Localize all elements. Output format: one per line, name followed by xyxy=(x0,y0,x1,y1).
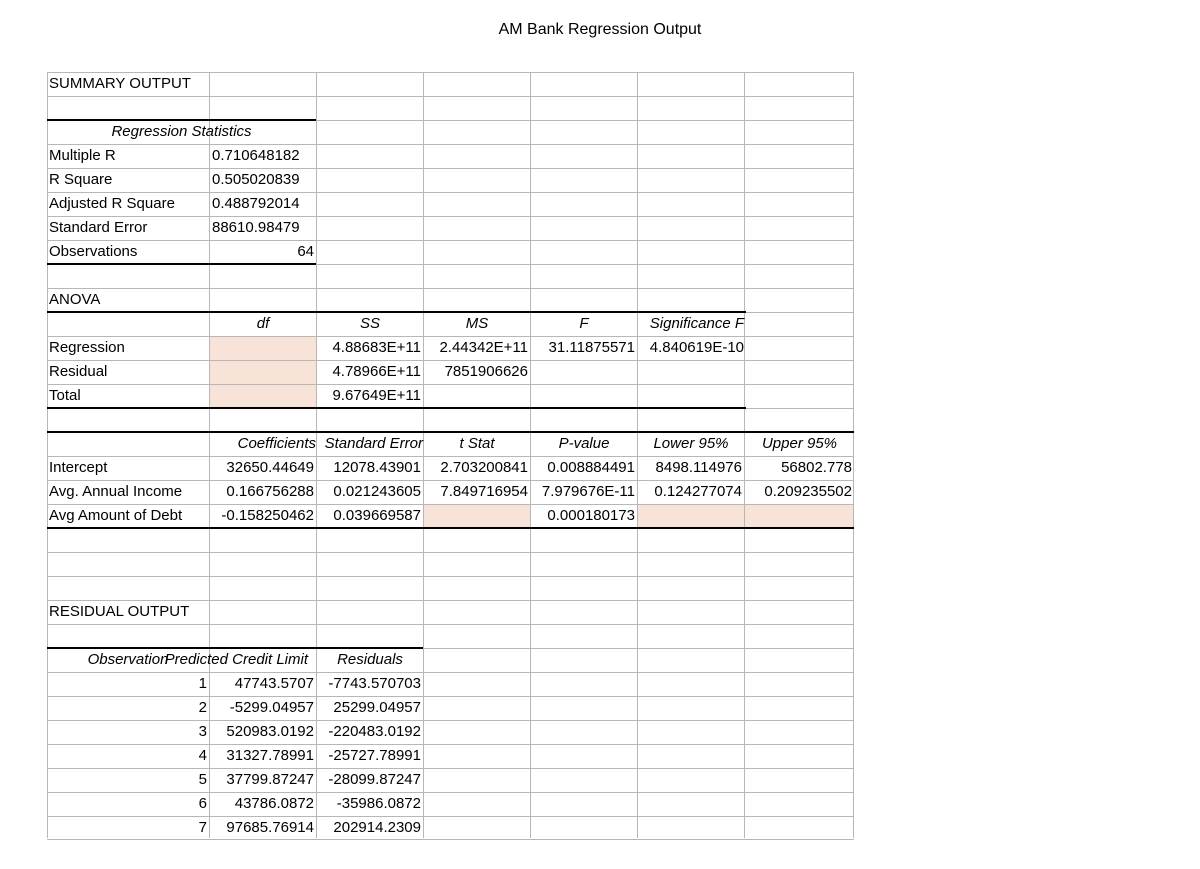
residual-observation[interactable]: 5 xyxy=(198,771,207,788)
residual-header-residuals: Residuals xyxy=(337,651,403,668)
column-gridline xyxy=(637,72,638,838)
residual-value[interactable]: 25299.04957 xyxy=(333,699,421,716)
anova-header-ms: MS xyxy=(465,315,489,332)
coef-debt-coefficient[interactable]: -0.158250462 xyxy=(221,507,314,524)
residual-value[interactable]: -25727.78991 xyxy=(328,747,421,764)
residual-observation[interactable]: 1 xyxy=(198,675,207,692)
table-border xyxy=(47,407,746,409)
coef-income-t-stat[interactable]: 7.849716954 xyxy=(440,483,528,500)
stat-value-r-square[interactable]: 0.505020839 xyxy=(212,171,300,188)
stat-value-standard-error[interactable]: 88610.98479 xyxy=(212,219,300,236)
anova-regression-df[interactable] xyxy=(210,336,316,359)
coef-intercept-coefficient[interactable]: 32650.44649 xyxy=(226,459,314,476)
coef-header-upper-95: Upper 95% xyxy=(761,435,838,452)
coef-debt-standard-error[interactable]: 0.039669587 xyxy=(333,507,421,524)
coef-header-coefficients: Coefficients xyxy=(237,435,316,452)
coef-income-upper-95[interactable]: 0.209235502 xyxy=(764,483,852,500)
coef-intercept-t-stat[interactable]: 2.703200841 xyxy=(440,459,528,476)
stat-value-adjusted-r-square[interactable]: 0.488792014 xyxy=(212,195,300,212)
stat-label-standard-error: Standard Error xyxy=(49,219,148,236)
coef-debt-lower-95[interactable] xyxy=(638,504,744,527)
column-gridline xyxy=(744,72,745,838)
coef-header-t-stat: t Stat xyxy=(459,435,495,452)
coef-income-lower-95[interactable]: 0.124277074 xyxy=(654,483,742,500)
residual-predicted[interactable]: 520983.0192 xyxy=(226,723,314,740)
anova-row-label-total: Total xyxy=(49,387,81,404)
coef-header-lower-95: Lower 95% xyxy=(653,435,729,452)
row-gridline xyxy=(47,552,854,553)
anova-header-df: df xyxy=(256,315,270,332)
coef-debt-t-stat[interactable] xyxy=(424,504,530,527)
residual-observation[interactable]: 3 xyxy=(198,723,207,740)
table-border xyxy=(47,263,316,265)
anova-residual-ms[interactable]: 7851906626 xyxy=(444,363,528,380)
residual-predicted[interactable]: 47743.5707 xyxy=(234,675,314,692)
residual-predicted[interactable]: 31327.78991 xyxy=(226,747,314,764)
coef-row-label-avg-annual-income: Avg. Annual Income xyxy=(49,483,183,500)
row-gridline xyxy=(47,576,854,577)
stat-label-multiple-r: Multiple R xyxy=(49,147,116,164)
row-gridline xyxy=(47,624,854,625)
residual-header-predicted-text: Predicted Credit Limit xyxy=(164,651,308,668)
coef-intercept-p-value[interactable]: 0.008884491 xyxy=(547,459,635,476)
column-gridline xyxy=(423,72,424,838)
anova-header-significance-f: Significance F xyxy=(649,315,744,332)
table-border xyxy=(47,527,854,529)
column-gridline xyxy=(530,72,531,838)
residual-output-label: RESIDUAL OUTPUT xyxy=(49,603,190,620)
anova-regression-ss[interactable]: 4.88683E+11 xyxy=(332,339,421,356)
stat-value-observations[interactable]: 64 xyxy=(297,243,314,260)
residual-value[interactable]: -28099.87247 xyxy=(328,771,421,788)
regression-statistics-header: Regression Statistics xyxy=(111,123,252,140)
coef-row-label-avg-amount-of-debt: Avg Amount of Debt xyxy=(49,507,183,524)
page-title: AM Bank Regression Output xyxy=(498,21,702,38)
residual-observation[interactable]: 2 xyxy=(198,699,207,716)
coef-header-standard-error: Standard Error xyxy=(324,435,423,452)
stat-label-observations: Observations xyxy=(49,243,138,260)
anova-label: ANOVA xyxy=(49,291,101,308)
residual-observation[interactable]: 4 xyxy=(198,747,207,764)
residual-predicted[interactable]: 37799.87247 xyxy=(226,771,314,788)
anova-regression-f[interactable]: 31.11875571 xyxy=(548,339,635,356)
residual-value[interactable]: -7743.570703 xyxy=(328,675,421,692)
residual-predicted[interactable]: 43786.0872 xyxy=(234,795,314,812)
residual-observation[interactable]: 7 xyxy=(198,819,207,836)
residual-value[interactable]: 202914.2309 xyxy=(333,819,421,836)
residual-header-observation: Observation xyxy=(87,651,169,668)
anova-total-ss[interactable]: 9.67649E+11 xyxy=(332,387,421,404)
coef-intercept-upper-95[interactable]: 56802.778 xyxy=(781,459,852,476)
anova-header-f: F xyxy=(579,315,589,332)
stat-label-r-square: R Square xyxy=(49,171,113,188)
coef-intercept-standard-error[interactable]: 12078.43901 xyxy=(333,459,421,476)
residual-header-predicted xyxy=(164,648,316,671)
coef-income-p-value[interactable]: 7.979676E-11 xyxy=(541,483,635,500)
coef-income-coefficient[interactable]: 0.166756288 xyxy=(226,483,314,500)
anova-header-ss: SS xyxy=(359,315,380,332)
anova-total-df[interactable] xyxy=(210,384,316,407)
coef-header-p-value: P-value xyxy=(558,435,610,452)
anova-residual-ss[interactable]: 4.78966E+11 xyxy=(332,363,421,380)
row-gridline xyxy=(47,96,854,97)
anova-row-label-residual: Residual xyxy=(49,363,108,380)
anova-residual-df[interactable] xyxy=(210,360,316,383)
anova-regression-significance-f[interactable]: 4.840619E-10 xyxy=(649,339,744,356)
residual-observation[interactable]: 6 xyxy=(198,795,207,812)
anova-regression-ms[interactable]: 2.44342E+11 xyxy=(439,339,528,356)
stat-label-adjusted-r-square: Adjusted R Square xyxy=(49,195,175,212)
coef-income-standard-error[interactable]: 0.021243605 xyxy=(333,483,421,500)
stat-value-multiple-r[interactable]: 0.710648182 xyxy=(212,147,300,164)
summary-output-label: SUMMARY OUTPUT xyxy=(49,75,191,92)
spreadsheet-grid xyxy=(47,72,854,838)
residual-predicted[interactable]: -5299.04957 xyxy=(229,699,314,716)
residual-predicted[interactable]: 97685.76914 xyxy=(226,819,314,836)
coef-debt-p-value[interactable]: 0.000180173 xyxy=(547,507,635,524)
residual-value[interactable]: -35986.0872 xyxy=(336,795,421,812)
row-gridline xyxy=(47,839,854,840)
coef-debt-upper-95[interactable] xyxy=(745,504,854,527)
coef-intercept-lower-95[interactable]: 8498.114976 xyxy=(655,459,742,476)
anova-row-label-regression: Regression xyxy=(49,339,125,356)
column-gridline xyxy=(853,72,854,838)
coef-row-label-intercept: Intercept xyxy=(49,459,108,476)
residual-value[interactable]: -220483.0192 xyxy=(328,723,421,740)
